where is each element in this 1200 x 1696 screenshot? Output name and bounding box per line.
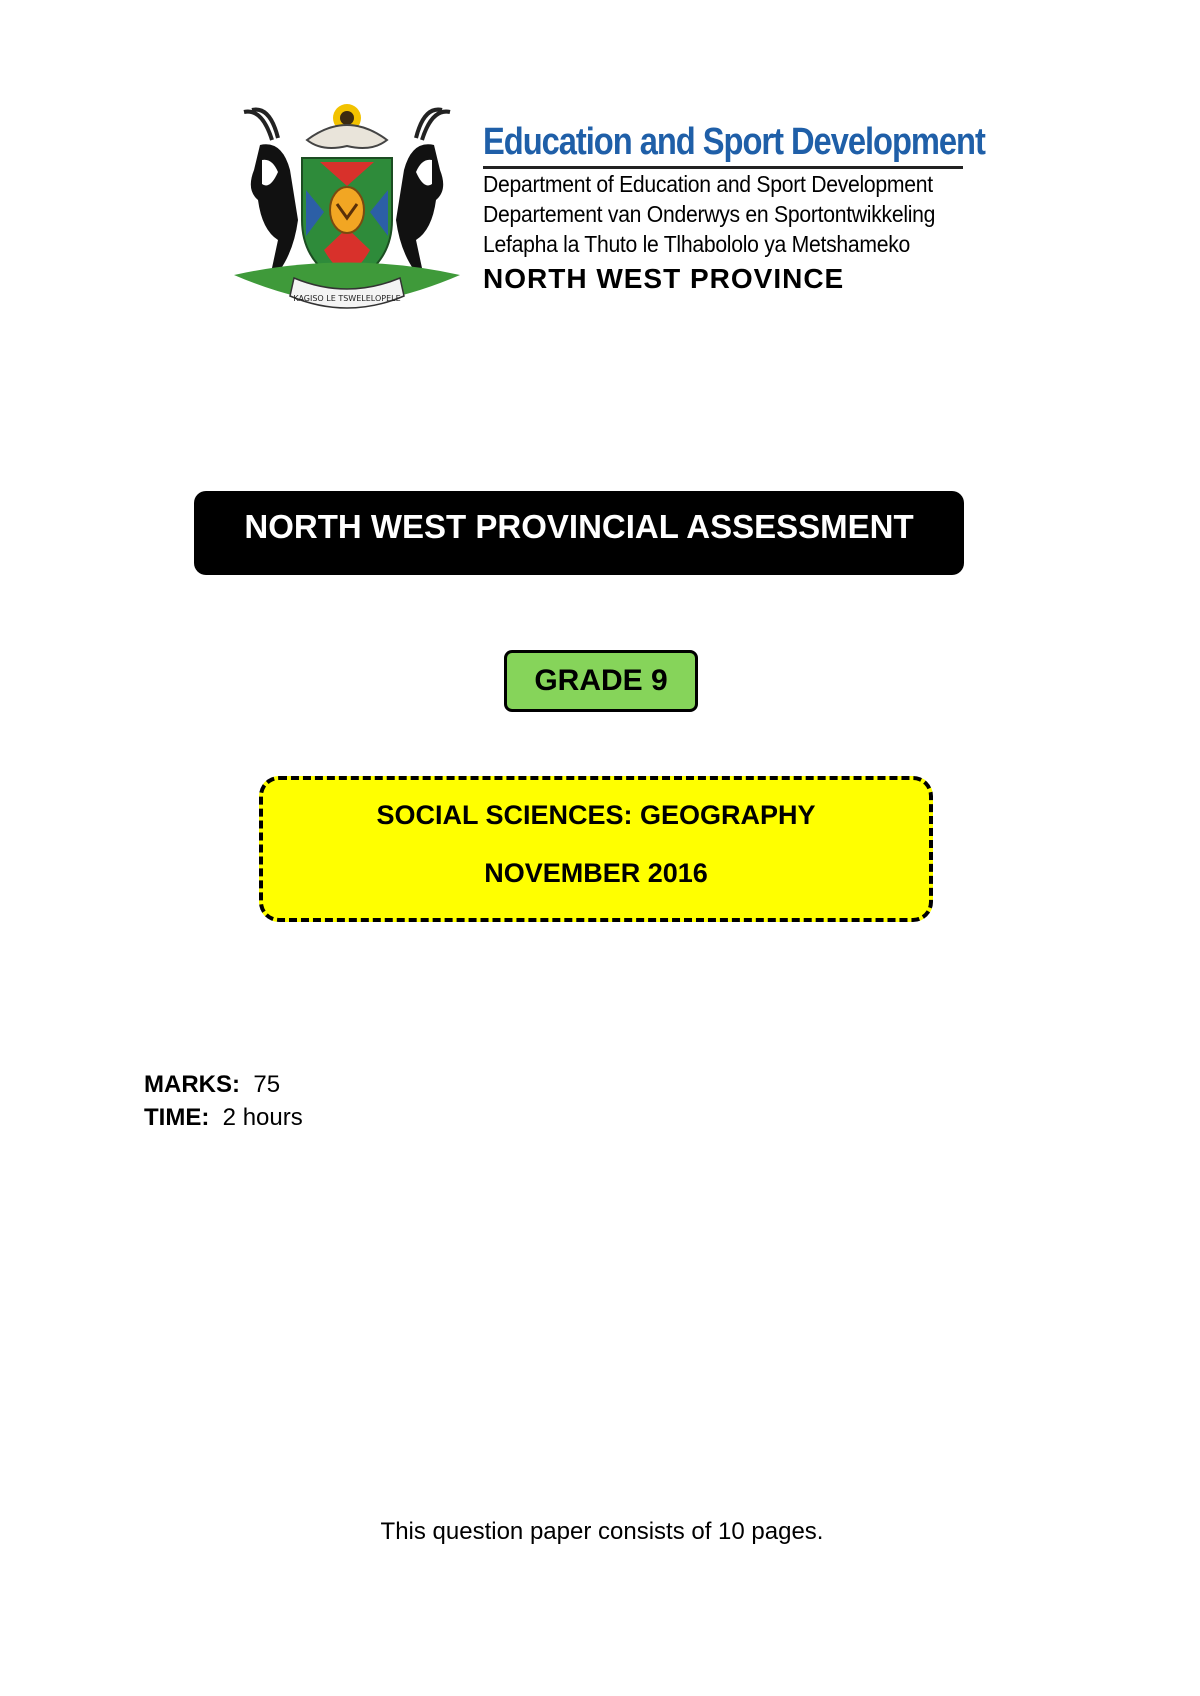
time-label: TIME: bbox=[144, 1104, 210, 1131]
time-value: 2 hours bbox=[222, 1104, 303, 1131]
exam-meta bbox=[144, 1068, 303, 1134]
department-header bbox=[483, 120, 985, 295]
province-name: NORTH WEST PROVINCE bbox=[483, 263, 845, 294]
marks-label: MARKS: bbox=[144, 1071, 240, 1098]
subject-box bbox=[259, 776, 933, 922]
assessment-banner: NORTH WEST PROVINCIAL ASSESSMENT bbox=[194, 491, 964, 575]
marks-row bbox=[144, 1068, 303, 1101]
coat-of-arms-icon bbox=[232, 100, 462, 322]
grade-badge: GRADE 9 bbox=[504, 650, 698, 712]
department-name-setswana: Lefapha la Thuto le Tlhabololo ya Metshameko bbox=[483, 231, 911, 257]
exam-date: NOVEMBER 2016 bbox=[484, 858, 708, 888]
department-name-afrikaans: Departement van Onderwys en Sportontwikkeling bbox=[483, 201, 936, 227]
department-title: Education and Sport Development bbox=[483, 121, 985, 163]
department-name-english: Department of Education and Sport Development bbox=[483, 171, 933, 197]
page-count-note: This question paper consists of 10 pages. bbox=[380, 1518, 824, 1545]
svg-text:KAGISO LE TSWELELOPELE: KAGISO LE TSWELELOPELE bbox=[293, 294, 401, 303]
time-row bbox=[144, 1101, 303, 1134]
subject-title: SOCIAL SCIENCES: GEOGRAPHY bbox=[376, 800, 816, 830]
marks-value: 75 bbox=[253, 1071, 281, 1098]
